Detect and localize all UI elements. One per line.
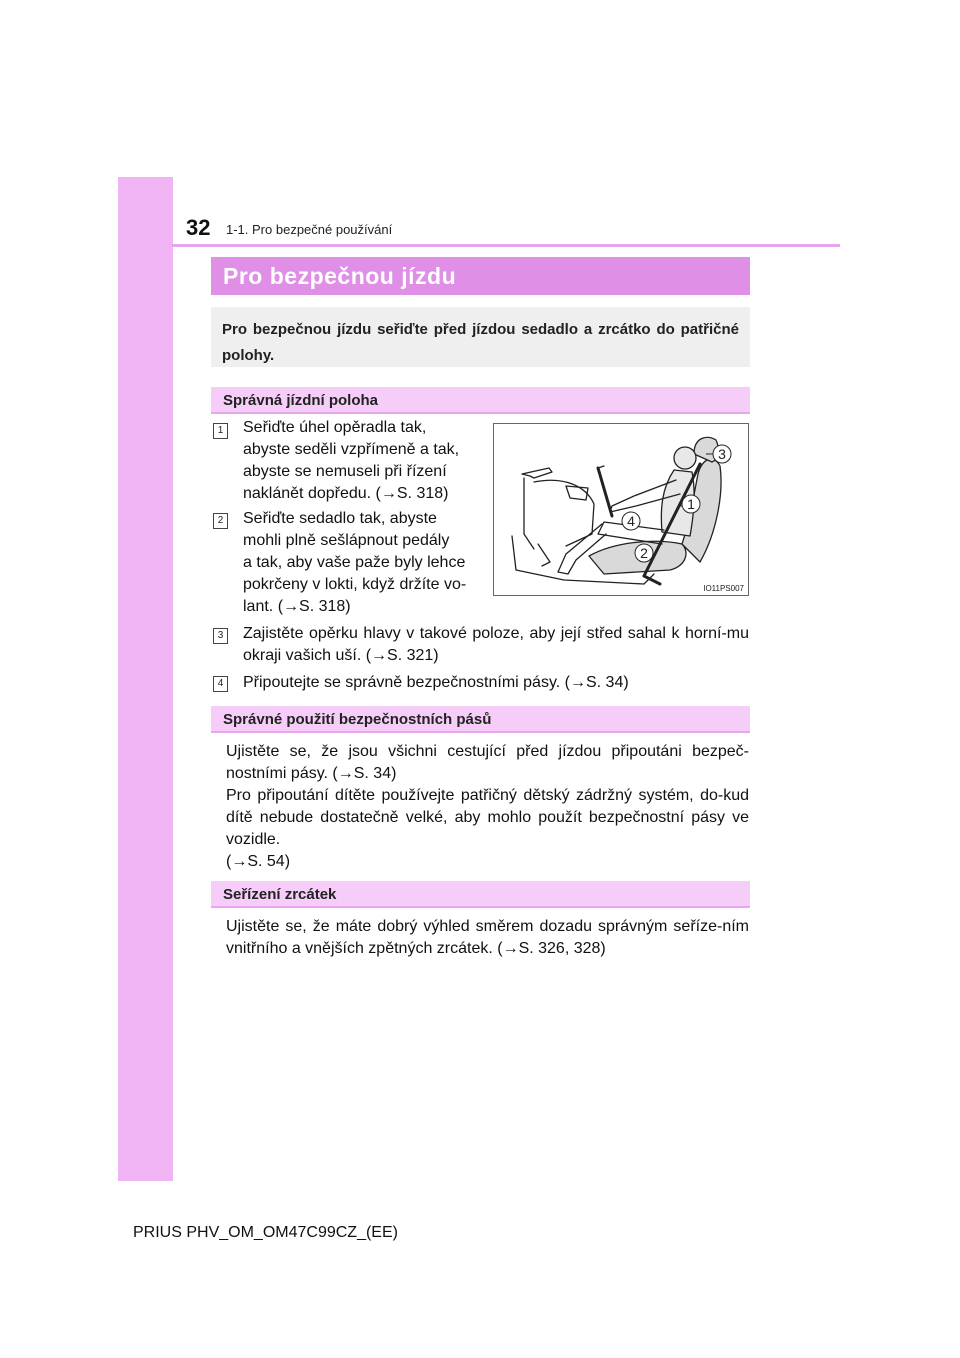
page-title-bar: [211, 257, 750, 295]
intro-text: Pro bezpečnou jízdu seřiďte před jízdou sedadlo a zrcátko do patřičné polohy.: [222, 321, 739, 364]
step-number-badge: 1: [213, 423, 228, 439]
section-heading-seatbelts: [211, 706, 750, 733]
text-line: Seřiďte úhel opěradla tak,: [243, 419, 427, 436]
text-line: abyste se nemuseli při řízení: [243, 463, 447, 480]
callout-3: 3: [718, 446, 726, 462]
header-rule: [172, 244, 840, 247]
step-3-text: Zajistěte opěrku hlavy v takové poloze, aby její střed sahal k horní-mu okraji vašich uší. (→S. 321): [243, 625, 749, 664]
callout-2: 2: [640, 545, 648, 561]
step-1-text: [243, 417, 488, 505]
text-line: Seřiďte sedadlo tak, abyste: [243, 510, 437, 527]
seatbelt-paragraph-2: Pro připoutání dítěte používejte patřičný dětský zádržný systém, do-kud dítě nebude dostatečně velké, aby mohlo použít bezpečnostní pásy ve vozidle.: [226, 787, 749, 848]
driving-position-illustration: [493, 423, 749, 596]
text-line: mohli plně sešlápnout pedály: [243, 532, 450, 549]
step-number-badge: 3: [213, 628, 228, 644]
section-heading-text: Seřízení zrcátek: [223, 886, 337, 903]
section-heading-mirrors: [211, 881, 750, 908]
seatbelt-paragraph-1: Ujistěte se, že jsou všichni cestující před jízdou připoutáni bezpeč-nostními pásy. (→S. 34): [226, 743, 749, 782]
section-heading-text: Správné použití bezpečnostních pásů: [223, 711, 492, 728]
section-heading-driving-position: [211, 387, 750, 414]
text-line: lant. (→S. 318): [243, 598, 351, 615]
step-2-text: [243, 508, 488, 618]
text-line: abyste seděli vzpřímeně a tak,: [243, 441, 460, 458]
step-4-text: Připoutejte se správně bezpečnostními pásy. (→S. 34): [243, 674, 629, 691]
figure-code: IO11PS007: [703, 584, 744, 593]
document-footer: PRIUS PHV_OM_OM47C99CZ_(EE): [133, 1224, 398, 1241]
intro-box: [211, 307, 750, 367]
step-number-badge: 4: [213, 676, 228, 692]
page-title: Pro bezpečnou jízdu: [223, 263, 457, 289]
step-number-badge: 2: [213, 513, 228, 529]
callout-1: 1: [687, 496, 695, 512]
section-heading-text: Správná jízdní poloha: [223, 392, 379, 409]
seatbelt-reference: (→S. 54): [226, 853, 291, 870]
side-tab-band: [118, 177, 173, 1181]
text-line: naklánět dopředu. (→S. 318): [243, 485, 449, 502]
driver-seat-diagram: [494, 424, 748, 595]
mirrors-paragraph: Ujistěte se, že máte dobrý výhled směrem dozadu správným seříze-ním vnitřního a vnějších zpětných zrcátek. (→S. 326, 328): [226, 918, 749, 957]
text-line: pokrčeny v lokti, když držíte vo-: [243, 576, 467, 593]
callout-4: 4: [627, 513, 635, 529]
text-line: a tak, aby vaše paže byly lehce: [243, 554, 466, 571]
page-number: 32: [186, 215, 211, 240]
running-header: 1-1. Pro bezpečné používání: [226, 222, 393, 237]
